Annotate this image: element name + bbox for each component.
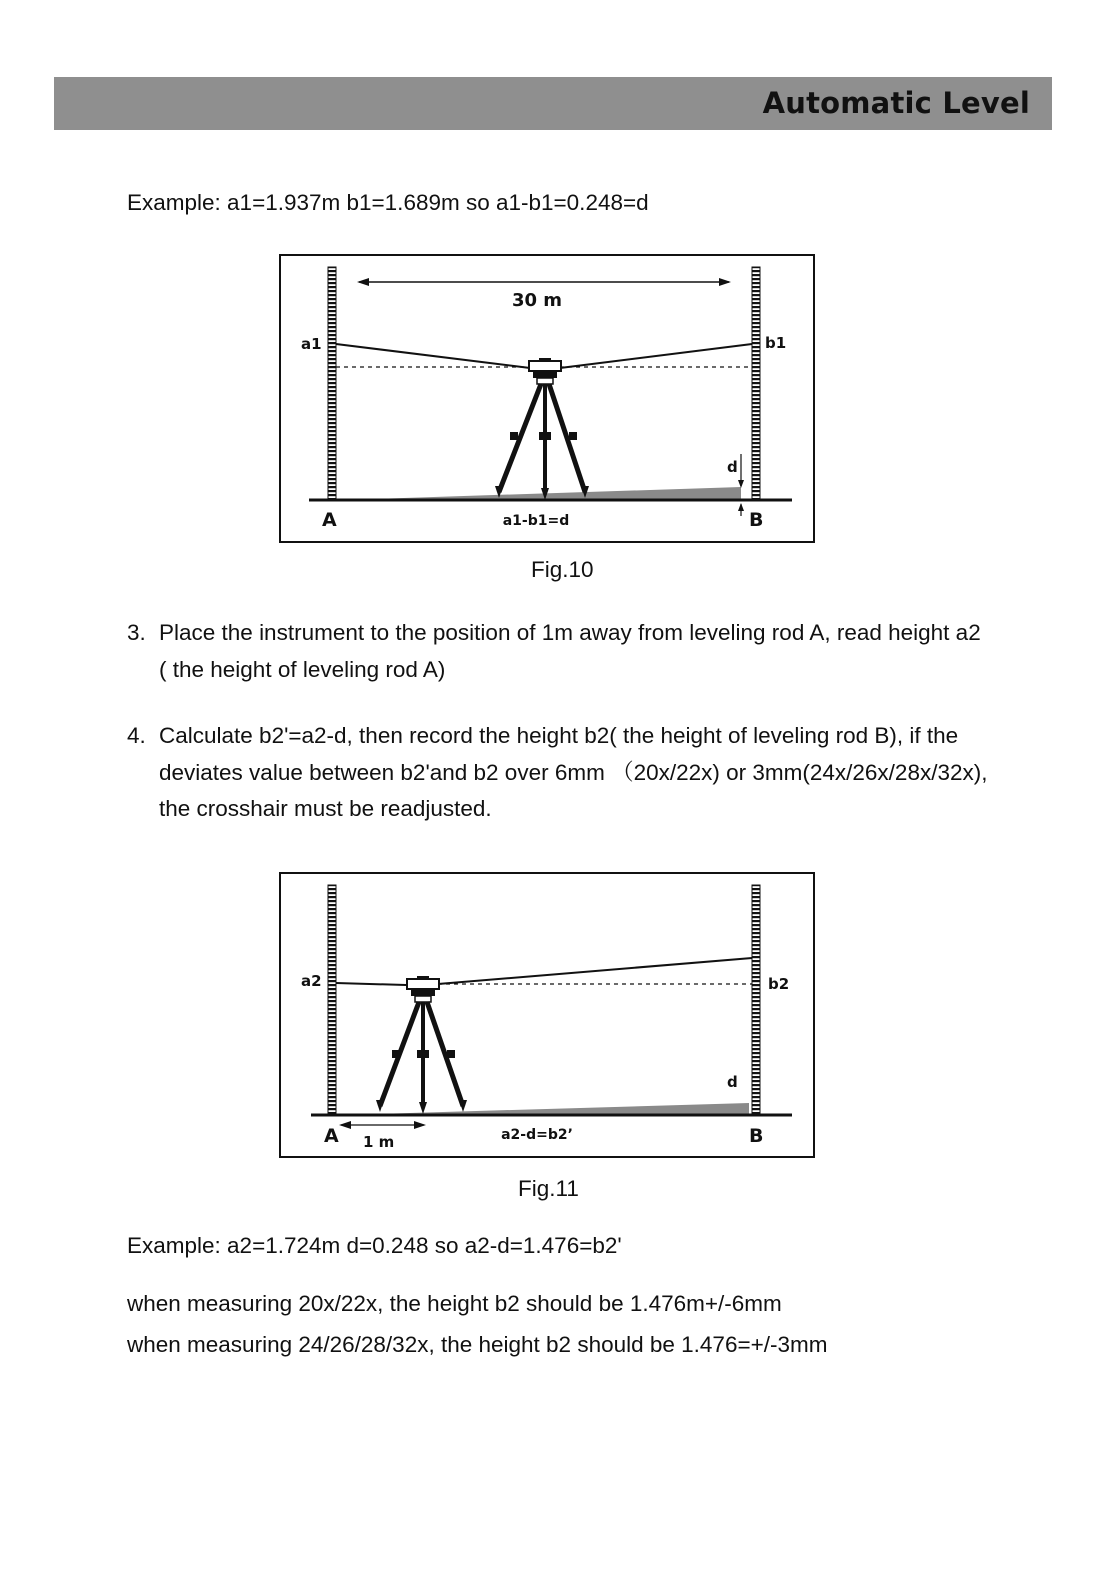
figure-11	[279, 872, 815, 1163]
leveling-rod-b	[752, 885, 760, 1115]
distance-label: 1 m	[363, 1133, 395, 1151]
note-line: when measuring 24/26/28/32x, the height b2 should be 1.476=+/-3mm	[127, 1332, 828, 1357]
step-line: deviates value between b2'and b2 over 6mm （20x/22x) or 3mm(24x/26x/28x/32x),	[159, 759, 988, 785]
step-line: ( the height of leveling rod A)	[159, 656, 446, 682]
leveling-rod-a	[328, 885, 336, 1115]
point-a-label: A	[324, 1125, 339, 1147]
formula-label: a1-b1=d	[502, 513, 570, 529]
rod-label-b2: b2	[768, 975, 790, 993]
rod-label-a1: a1	[301, 335, 322, 353]
example-2: Example: a2=1.724m d=0.248 so a2-d=1.476=b2'	[127, 1233, 622, 1258]
point-a-label: A	[322, 509, 337, 531]
figure-10-caption: Fig.10	[531, 557, 594, 582]
note-line: when measuring 20x/22x, the height b2 should be 1.476m+/-6mm	[127, 1291, 782, 1316]
step-line: the crosshair must be readjusted.	[159, 796, 492, 821]
d-label: d	[727, 1073, 738, 1091]
point-b-label: B	[749, 509, 764, 531]
d-label: d	[727, 458, 738, 476]
step-number: 3.	[127, 620, 146, 645]
rod-label-b1: b1	[765, 334, 787, 352]
leveling-rod-b	[752, 267, 760, 500]
leveling-rod-a	[328, 267, 336, 500]
step-number: 4.	[127, 723, 146, 748]
figure-10	[279, 254, 815, 548]
header-bar	[54, 77, 1052, 130]
example-1: Example: a1=1.937m b1=1.689m so a1-b1=0.248=d	[127, 190, 649, 215]
distance-label: 30 m	[511, 290, 563, 311]
figure-11-caption: Fig.11	[518, 1176, 579, 1201]
point-b-label: B	[749, 1125, 764, 1147]
rod-label-a2: a2	[301, 972, 322, 990]
page-title: Automatic Level	[762, 86, 1030, 120]
formula-label: a2-d=b2’	[501, 1127, 573, 1143]
step-line: Place the instrument to the position of 1m away from leveling rod A, read height a2	[159, 620, 981, 645]
step-line: Calculate b2'=a2-d, then record the height b2( the height of leveling rod B), if the	[159, 723, 959, 748]
